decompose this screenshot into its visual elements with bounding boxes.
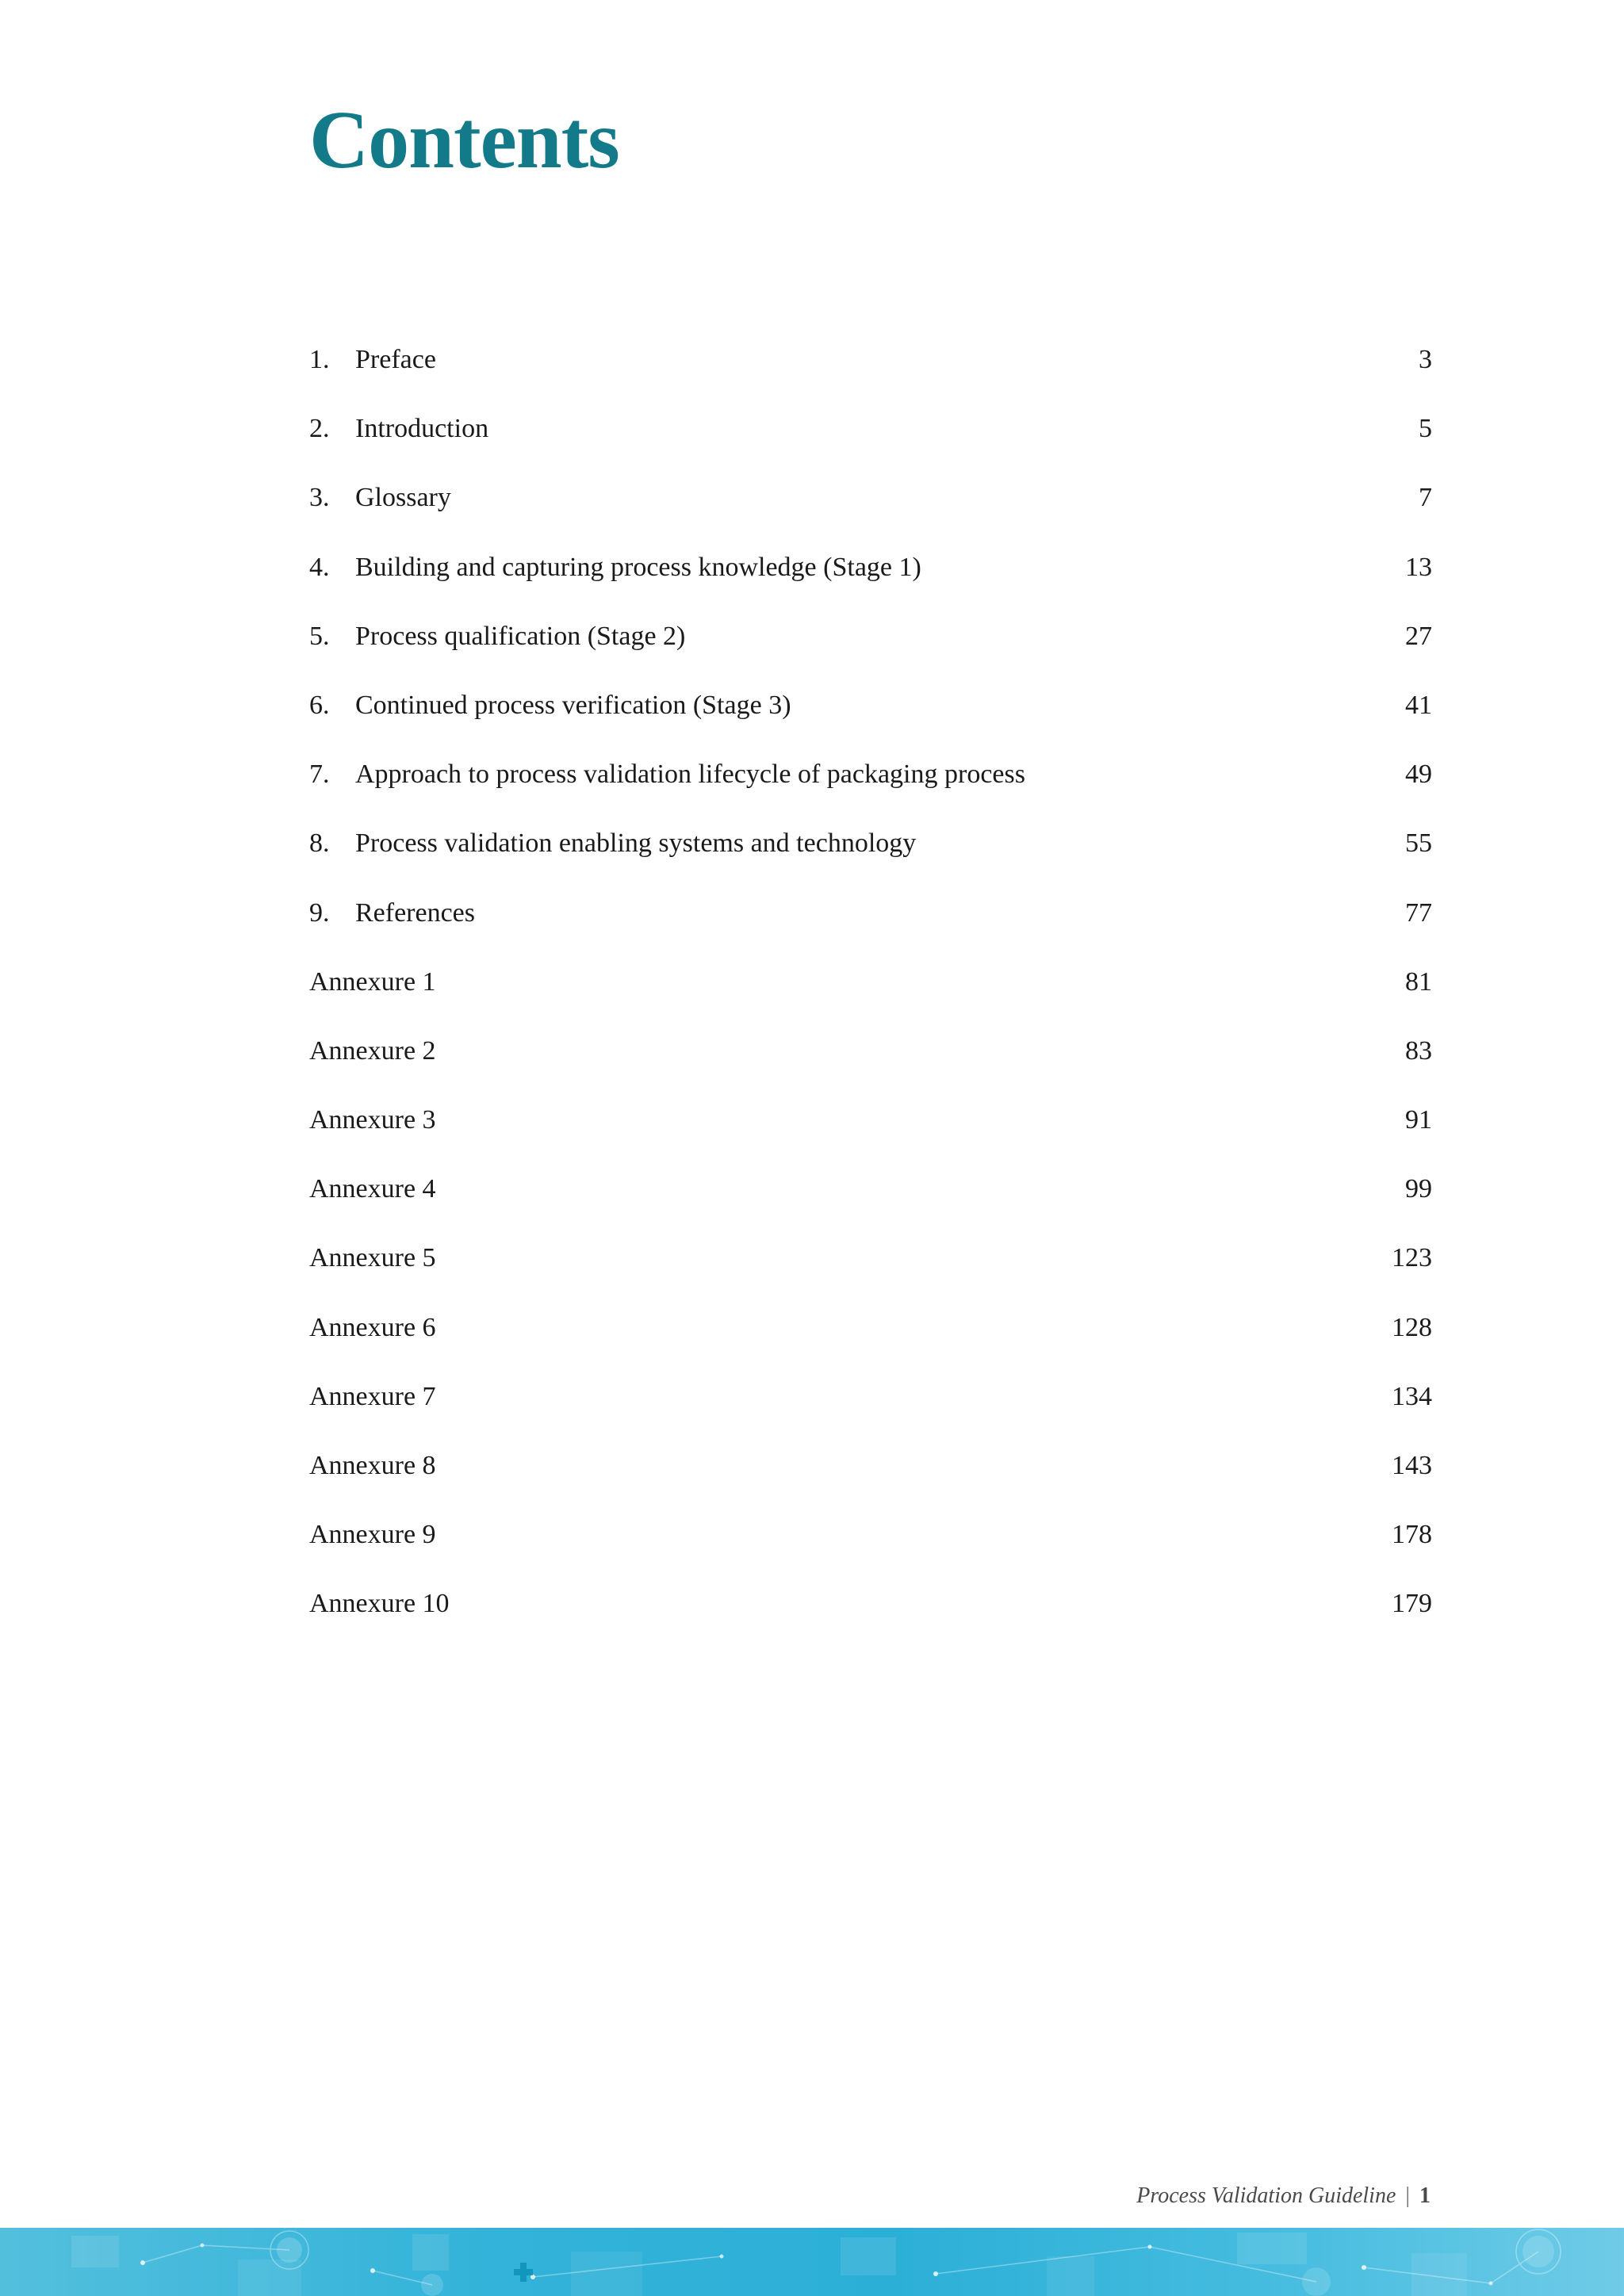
- toc-entry-annexure[interactable]: [309, 1016, 1432, 1085]
- toc-entry-label: References: [355, 897, 476, 928]
- toc-entry-annexure[interactable]: [309, 1223, 1432, 1292]
- toc-entry[interactable]: [309, 533, 1432, 602]
- toc-entry-label: Building and capturing process knowledge (Stage 1): [355, 552, 921, 582]
- toc-entry[interactable]: [309, 325, 1432, 394]
- toc-entry-page: 143: [1392, 1451, 1432, 1480]
- toc-entry-page: 3: [1419, 345, 1432, 374]
- toc-entry-page: 5: [1419, 414, 1432, 444]
- toc-entry-annexure[interactable]: [309, 1154, 1432, 1223]
- toc-entry-label: Continued process verification (Stage 3): [355, 690, 791, 720]
- toc-entry-annexure[interactable]: [309, 1293, 1432, 1362]
- toc-entry-number: 2.: [309, 414, 330, 444]
- toc-entry-label: Approach to process validation lifecycle of packaging process: [355, 760, 1025, 790]
- toc-entry-label: Annexure 5: [309, 1243, 436, 1273]
- toc-entry-label: Annexure 3: [309, 1105, 436, 1135]
- toc-entry-page: 13: [1405, 552, 1432, 582]
- toc-entry-label: Annexure 7: [309, 1381, 436, 1411]
- toc-entry-number: 1.: [309, 345, 330, 374]
- footer-separator: |: [1405, 2183, 1410, 2208]
- toc-entry-page: 91: [1405, 1105, 1432, 1135]
- toc-entry-label: Process validation enabling systems and technology: [355, 828, 917, 859]
- toc-entry-label: Annexure 9: [309, 1520, 436, 1550]
- toc-entry-annexure[interactable]: [309, 1569, 1432, 1638]
- toc-entry-page: 77: [1405, 897, 1432, 928]
- toc-entry-label: Annexure 10: [309, 1589, 450, 1619]
- toc-entry-label: Annexure 8: [309, 1451, 436, 1480]
- footer-page-number: 1: [1419, 2183, 1431, 2208]
- toc-entry-page: 179: [1392, 1589, 1432, 1619]
- toc-entry-label: Preface: [355, 345, 436, 374]
- toc-entry-annexure[interactable]: [309, 1085, 1432, 1154]
- toc-entry-page: 7: [1419, 483, 1432, 513]
- toc-entry-page: 83: [1405, 1035, 1432, 1066]
- toc-entry-label: Annexure 4: [309, 1174, 436, 1204]
- footer-document-title: Process Validation Guideline: [1136, 2183, 1396, 2208]
- toc-entry-number: 7.: [309, 760, 330, 790]
- toc-entry-page: 81: [1405, 966, 1432, 997]
- page-title: Contents: [309, 94, 619, 186]
- toc-entry-number: 5.: [309, 621, 330, 651]
- toc-entry-label: Annexure 1: [309, 966, 436, 997]
- toc-entry-page: 27: [1405, 621, 1432, 651]
- toc-entry-page: 49: [1405, 760, 1432, 790]
- toc-entry-page: 55: [1405, 828, 1432, 859]
- decorative-footer-banner: [0, 2228, 1624, 2296]
- toc-entry-page: 123: [1392, 1243, 1432, 1273]
- toc-entry-label: Glossary: [355, 483, 451, 513]
- toc-entry-label: Process qualification (Stage 2): [355, 621, 686, 651]
- toc-entry[interactable]: [309, 878, 1432, 947]
- toc-entry-page: 99: [1405, 1174, 1432, 1204]
- toc-entry-number: 4.: [309, 552, 330, 582]
- toc-entry-label: Annexure 6: [309, 1312, 436, 1342]
- toc-entry-page: 178: [1392, 1520, 1432, 1550]
- toc-entry[interactable]: [309, 463, 1432, 532]
- toc-entry-page: 128: [1392, 1312, 1432, 1342]
- toc-entry-page: 134: [1392, 1381, 1432, 1411]
- toc-entry-annexure[interactable]: [309, 1500, 1432, 1569]
- toc-entry[interactable]: [309, 394, 1432, 463]
- toc-entry-label: Introduction: [355, 414, 489, 444]
- network-pattern-graphic: [0, 2228, 1624, 2296]
- toc-entry-number: 3.: [309, 483, 330, 513]
- toc-entry-number: 8.: [309, 828, 330, 859]
- toc-entry-annexure[interactable]: [309, 947, 1432, 1016]
- toc-entry[interactable]: [309, 602, 1432, 671]
- toc-entry-number: 6.: [309, 690, 330, 720]
- table-of-contents: [309, 325, 1432, 1639]
- toc-entry-annexure[interactable]: [309, 1362, 1432, 1431]
- toc-entry[interactable]: [309, 671, 1432, 740]
- toc-entry[interactable]: [309, 809, 1432, 878]
- page-footer: [1136, 2180, 1431, 2212]
- toc-entry[interactable]: [309, 740, 1432, 809]
- toc-entry-number: 9.: [309, 897, 330, 928]
- toc-entry-annexure[interactable]: [309, 1431, 1432, 1500]
- toc-entry-label: Annexure 2: [309, 1035, 436, 1066]
- toc-entry-page: 41: [1405, 690, 1432, 720]
